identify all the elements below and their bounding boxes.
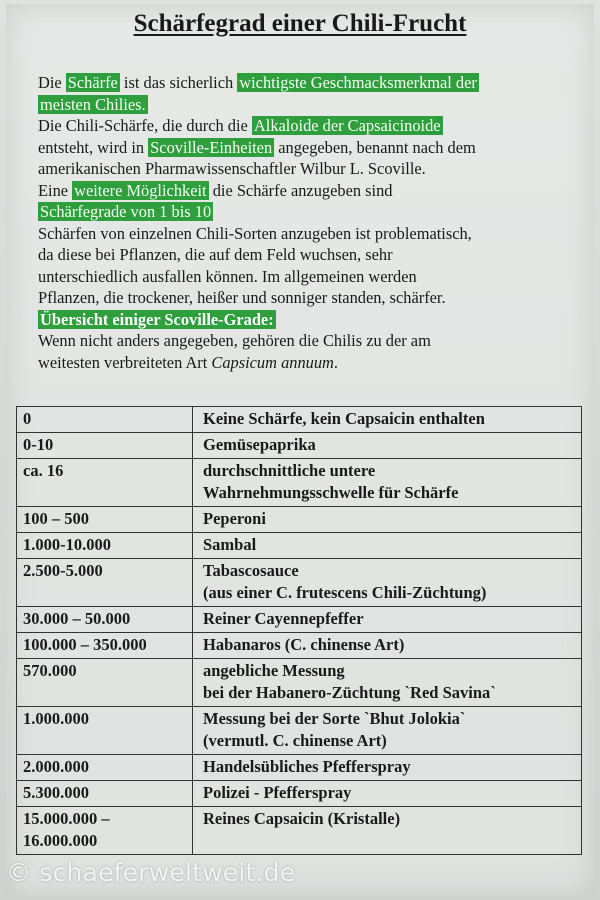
description [193, 633, 582, 659]
table-row [17, 507, 582, 533]
table-row [17, 407, 582, 433]
description [193, 807, 582, 855]
description [193, 433, 582, 459]
text: weitesten verbreiteten Art [38, 352, 212, 372]
species-name: Capsicum annuum [211, 352, 334, 372]
description [193, 781, 582, 807]
description [193, 533, 582, 559]
intro-line: Schärfen von einzelnen Chili-Sorten anzugeben ist problematisch, [38, 223, 472, 243]
spacer [203, 830, 575, 852]
description [193, 659, 582, 707]
scoville-table [16, 406, 582, 855]
scoville-value [17, 755, 193, 781]
table-row [17, 559, 582, 607]
highlight: Alkaloide der Capsaicinoide [253, 116, 441, 135]
text: Reines Capsaicin (Kristalle) [203, 809, 401, 828]
text: (aus einer C. frutescens Chili-Züchtung) [203, 583, 487, 602]
table-row [17, 659, 582, 707]
text: Habanaros (C. chinense Art) [203, 635, 405, 654]
text: 0-10 [23, 435, 54, 454]
intro-line [38, 72, 578, 94]
table-row [17, 433, 582, 459]
text: Die [38, 73, 66, 92]
table-row [17, 781, 582, 807]
text: 1.000.000 [23, 709, 89, 728]
intro-text [38, 72, 578, 373]
intro-line: Wenn nicht anders angegeben, gehören die Chilis zu der am [38, 331, 431, 350]
highlight: Schärfegrade von 1 bis 10 [40, 202, 212, 221]
intro-line [38, 137, 578, 159]
text: die Schärfe anzugeben sind [208, 180, 393, 200]
text: 2.000.000 [23, 757, 89, 776]
description [193, 459, 582, 507]
table-row [17, 707, 582, 755]
intro-line: amerikanischen Pharmawissenschaftler Wilbur L. Scoville. [38, 159, 426, 178]
description [193, 507, 582, 533]
text: 2.500-5.000 [23, 561, 103, 580]
text: 570.000 [23, 661, 77, 680]
intro-line [38, 115, 578, 137]
scoville-value [17, 633, 193, 659]
scoville-value [17, 559, 193, 607]
page-title: Schärfegrad einer Chili-Frucht [133, 10, 467, 37]
text: 1.000-10.000 [23, 535, 111, 554]
description [193, 607, 582, 633]
text: 16.000.000 [23, 831, 98, 850]
highlight: Übersicht einiger Scoville-Grade: [40, 309, 274, 329]
text: Eine [38, 180, 73, 200]
text: Polizei - Pfefferspray [203, 783, 352, 802]
description [193, 559, 582, 607]
scoville-value [17, 607, 193, 633]
text: Reiner Cayennepfeffer [203, 609, 364, 628]
scoville-value [17, 781, 193, 807]
text: Wahrnehmungsschwelle für Schärfe [203, 483, 459, 502]
intro-line [38, 201, 578, 223]
watermark: © schaeferweltweit.de [6, 858, 296, 887]
text: ist das sicherlich [119, 73, 238, 92]
text: Keine Schärfe, kein Capsaicin enthalten [203, 409, 485, 428]
highlight: meisten Chilies. [40, 94, 146, 114]
text: durchschnittliche untere [203, 461, 376, 480]
table-row [17, 533, 582, 559]
text: . [333, 352, 338, 372]
table-row [17, 807, 582, 855]
text: Die Chili-Schärfe, die durch die [38, 116, 252, 135]
highlight: weitere Möglichkeit [74, 180, 207, 200]
table-row [17, 755, 582, 781]
table-row [17, 607, 582, 633]
text: 0 [23, 409, 32, 428]
intro-line [38, 180, 578, 202]
intro-line [38, 352, 578, 374]
description [193, 707, 582, 755]
highlight: Scoville-Einheiten [150, 137, 273, 157]
scoville-value [17, 533, 193, 559]
text: angebliche Messung [203, 661, 345, 680]
text: 15.000.000 – [23, 809, 110, 828]
intro-line: da diese bei Pflanzen, die auf dem Feld wuchsen, sehr [38, 245, 393, 264]
text: Sambal [203, 535, 257, 554]
intro-line: unterschiedlich ausfallen können. Im allgemeinen werden [38, 266, 417, 286]
text: 100.000 – 350.000 [23, 635, 147, 654]
text: Tabascosauce [203, 561, 299, 580]
highlight: wichtigste Geschmacksmerkmal der [239, 73, 477, 92]
scoville-value [17, 507, 193, 533]
table-row [17, 633, 582, 659]
text: Handelsübliches Pfefferspray [203, 757, 411, 776]
text: 100 – 500 [23, 509, 89, 528]
text: Peperoni [203, 509, 266, 528]
scoville-value [17, 707, 193, 755]
intro-line [38, 94, 578, 116]
text: 5.300.000 [23, 783, 89, 802]
text: (vermutl. C. chinense Art) [203, 731, 387, 750]
section-heading [38, 309, 578, 331]
text: Messung bei der Sorte `Bhut Jolokia` [203, 709, 466, 728]
text: bei der Habanero-Züchtung `Red Savina` [203, 683, 496, 702]
highlight: Schärfe [67, 73, 118, 92]
text: Gemüsepaprika [203, 435, 316, 454]
scoville-value [17, 807, 193, 855]
scoville-value [17, 433, 193, 459]
intro-line: Pflanzen, die trockener, heißer und sonniger standen, schärfer. [38, 288, 446, 307]
scoville-value [17, 659, 193, 707]
text: 30.000 – 50.000 [23, 609, 131, 628]
text: entsteht, wird in [38, 137, 149, 157]
description [193, 755, 582, 781]
description [193, 407, 582, 433]
scoville-value [17, 407, 193, 433]
scoville-value [17, 459, 193, 507]
text: ca. 16 [23, 461, 64, 480]
table-row [17, 459, 582, 507]
text: angegeben, benannt nach dem [274, 137, 476, 157]
